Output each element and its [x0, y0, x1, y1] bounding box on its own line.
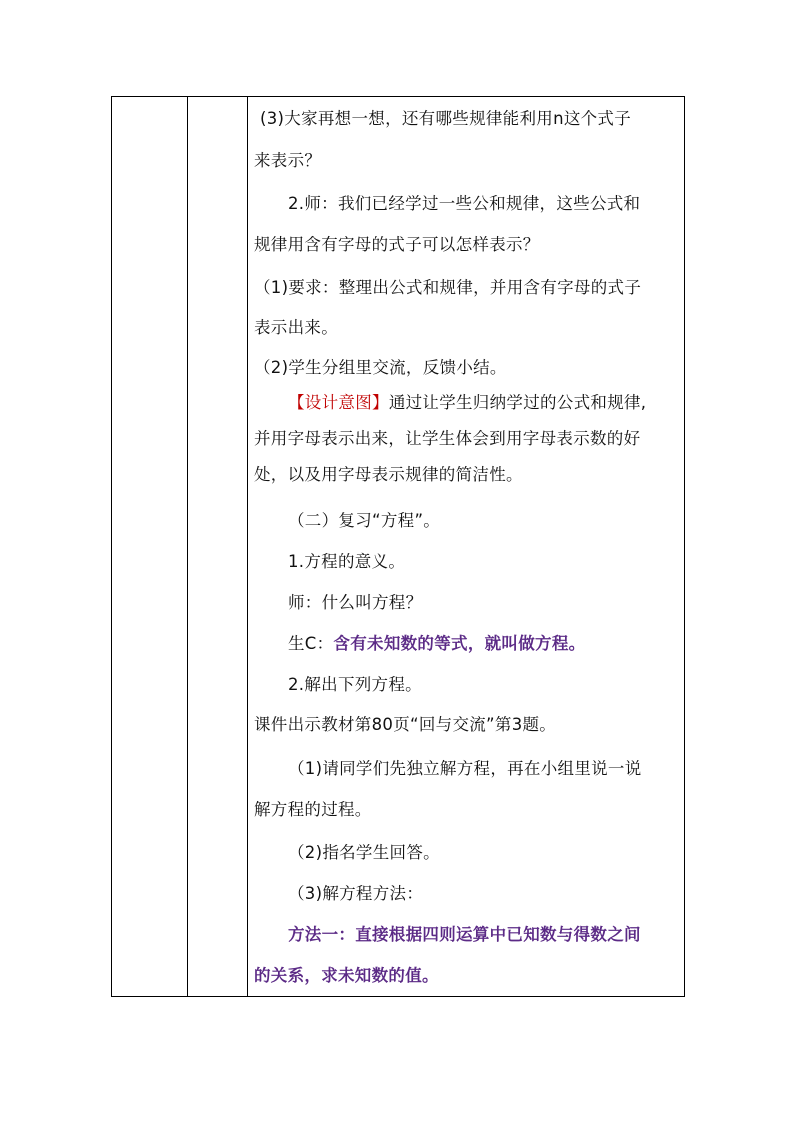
section-heading: （二）复习“方程”。	[288, 511, 441, 530]
text-line: 并用字母表示出来，让学生体会到用字母表示数的好	[254, 429, 641, 448]
method-one-line: 方法一：直接根据四则运算中已知数与得数之间	[288, 925, 641, 944]
text-line: 表示出来。	[254, 318, 338, 337]
text-line: (3)大家再想一想，还有哪些规律能利用n这个式子	[260, 109, 632, 128]
method-one-line: 的关系，求未知数的值。	[254, 966, 439, 985]
student-answer-line	[288, 633, 585, 655]
design-intent-line	[288, 392, 646, 414]
text-line: （3)解方程方法：	[288, 884, 424, 903]
student-label: 生C：	[288, 634, 334, 653]
design-intent-text: 通过让学生归纳学过的公式和规律,	[388, 393, 647, 412]
text-line: （2)学生分组里交流，反馈小结。	[254, 358, 507, 377]
design-intent-tag: 【设计意图】	[288, 393, 389, 412]
text-line: 课件出示教材第80页“回与交流”第3题。	[254, 715, 557, 734]
text-line: （2)指名学生回答。	[288, 843, 440, 862]
text-line: 处，以及用字母表示规律的简洁性。	[254, 465, 523, 484]
text-line: 2.解出下列方程。	[288, 675, 422, 694]
column-divider-1	[187, 97, 188, 996]
text-line: 解方程的过程。	[254, 800, 372, 819]
text-line: 来表示？	[254, 151, 322, 170]
text-line: 1.方程的意义。	[288, 552, 406, 571]
lesson-table	[111, 96, 685, 997]
student-answer: 含有未知数的等式，就叫做方程。	[333, 634, 586, 653]
text-line: （1)请同学们先独立解方程，再在小组里说一说	[288, 759, 642, 778]
text-line: 2.师：我们已经学过一些公和规律，这些公式和	[288, 194, 641, 213]
text-line: （1)要求：整理出公式和规律，并用含有字母的式子	[254, 278, 642, 297]
column-divider-2	[247, 97, 248, 996]
text-line: 规律用含有字母的式子可以怎样表示？	[254, 235, 540, 254]
text-line: 师：什么叫方程？	[288, 593, 423, 612]
